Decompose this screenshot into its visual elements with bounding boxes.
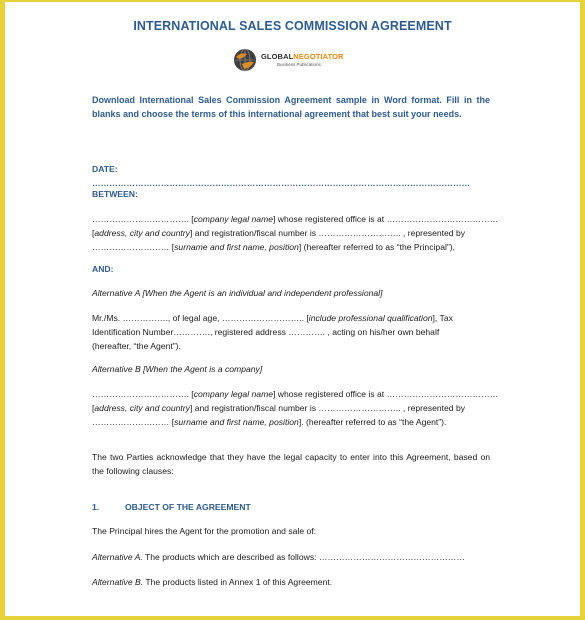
section-1-alternative-b: Alternative B. The products listed in Annex 1 of this Agreement. [92,577,333,587]
alternative-a-block: Mr./Ms. ……………., of legal age, ……………………….. [include professional qualification], Tax Identification Number…………., registered address …………. , acting on his/her own behalf (hereafter, “the Agent”). [92,313,453,351]
section-1-paragraph: The Principal hires the Agent for the promotion and sale of: [92,526,317,536]
logo-tagline: Business Publications [277,62,321,67]
section-1-alternative-a: Alternative A. The products which are described as follows: …………………………………………… [92,552,465,562]
between-label: BETWEEN: [92,189,138,199]
date-line: DATE: …………………………………………………………………………………………………………………… [92,164,471,188]
and-label: AND: [92,264,114,274]
alternative-a-heading: Alternative A [When the Agent is an individual and independent professional] [92,288,383,298]
alternative-b-heading: Alternative B [When the Agent is a company] [92,364,263,374]
section-1-heading: 1. OBJECT OF THE AGREEMENT [92,502,251,512]
intro-paragraph: Download International Sales Commission Agreement sample in Word format. Fill in the blanks and choose the terms of this international agreement that best suit your needs. [92,95,490,119]
alternative-b-block: ……………………………. [company legal name] whose registered office is at ………………………………… [address, city and country] and registration/fiscal number is ……………………….. , represented by ……………………… [surname and first name, position]. (hereafter referred to as “the Agent”). [92,389,499,427]
logo-wordmark: GLOBALNEGOTIATOR [261,52,344,61]
document-page [5,2,580,616]
globalnegotiator-logo [233,45,363,75]
document-title: INTERNATIONAL SALES COMMISSION AGREEMENT [133,19,452,33]
parties-paragraph: The two Parties acknowledge that they have the legal capacity to enter into this Agreement, based on the following clauses: [92,452,490,476]
principal-block: ……………………………. [company legal name] whose registered office is at ………………………………… [address, city and country] and registration/fiscal number is ……………………….. , represented by ……………………… [surname and first name, position] (hereafter referred to as “the Principal”), [92,214,499,252]
globe-logo-icon [233,48,257,72]
